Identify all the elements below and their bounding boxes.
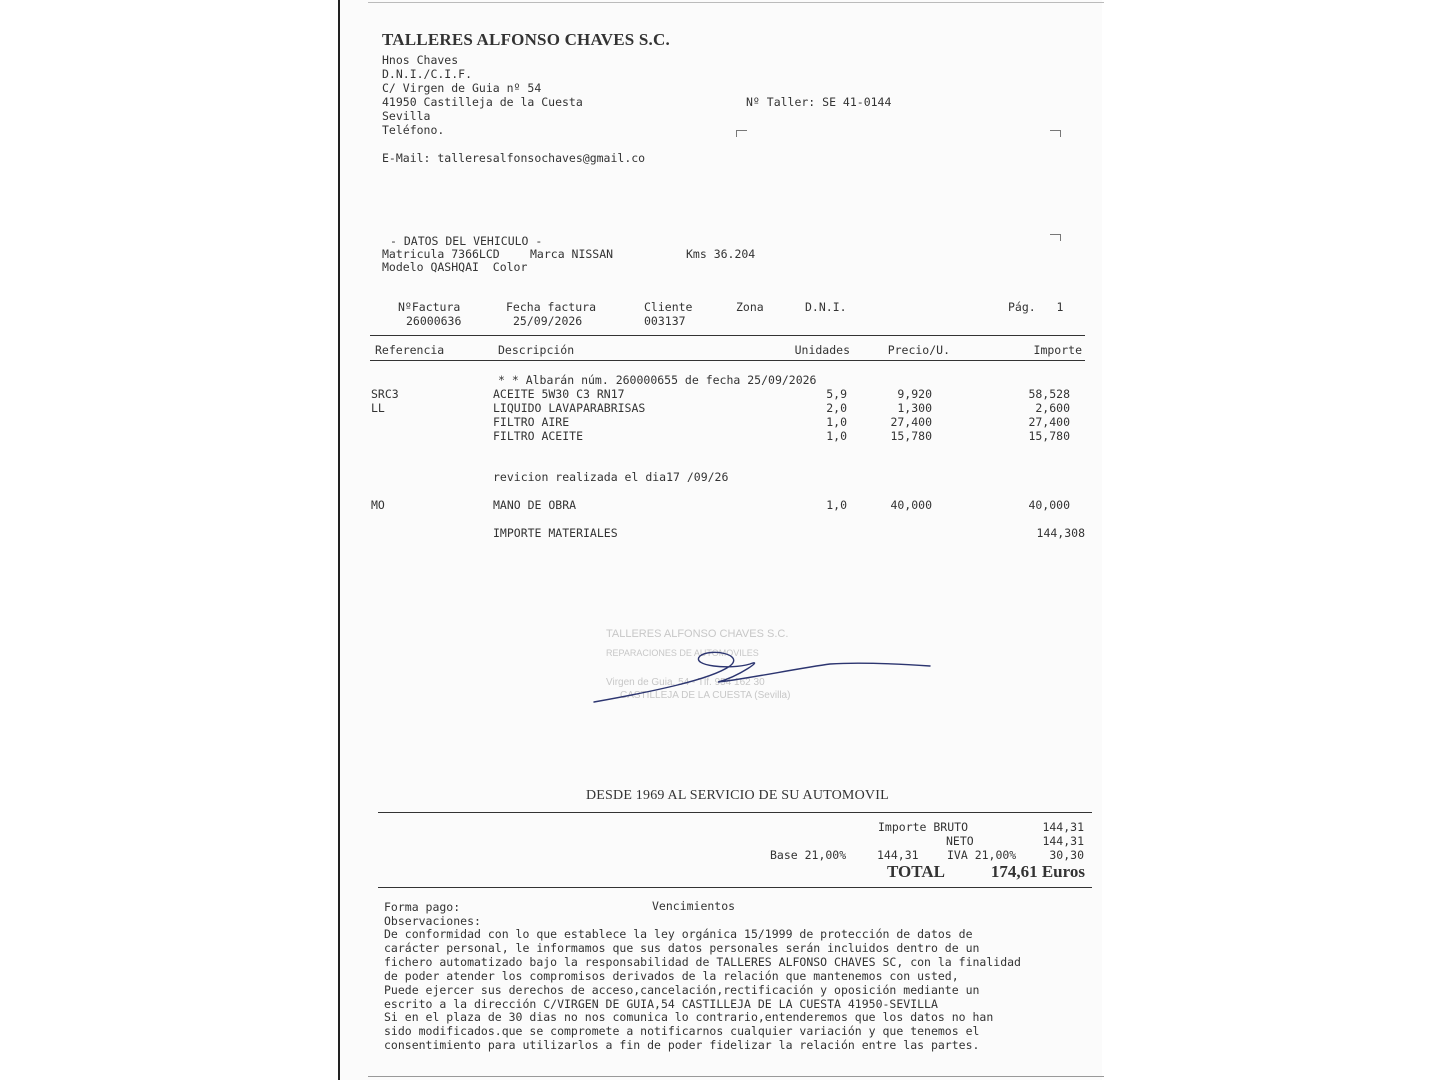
revision-note: revicion realizada el dia17 /09/26 [493,470,729,484]
albaran-reference: * * Albarán núm. 260000655 de fecha 25/09/2026 [498,373,817,387]
gross-label: Importe BRUTO [878,820,969,834]
line-desc: ACEITE 5W30 C3 RN17 [493,387,625,401]
address-window-corner-tr [1050,130,1061,137]
col-amount: Importe [1033,343,1082,357]
line-amount: 40,000 [1028,498,1070,512]
vehicle-brand: Marca NISSAN [530,247,614,261]
invoice-date: 25/09/2026 [513,314,583,328]
legal-line: consentimiento para utilizarlos a fin de poder fidelizar la relación entre las partes. [384,1038,980,1052]
label-invoice-number: NºFactura [398,300,461,314]
line-units: 1,0 [826,429,847,443]
line-ref: SRC3 [371,387,399,401]
company-address: C/ Virgen de Guia nº 54 [382,81,542,95]
net-label: NETO [946,834,974,848]
total-label: TOTAL [887,862,945,881]
label-zone: Zona [736,300,764,314]
vehicle-plate: Matricula 7366LCD [382,247,500,261]
legal-line: carácter personal, le informamos que sus datos personales serán incluidos dentro de un [384,941,980,955]
line-price: 15,780 [890,429,932,443]
line-ref: MO [371,498,385,512]
line-units: 1,0 [826,415,847,429]
col-reference: Referencia [375,343,445,357]
invoice-page [338,0,1102,1080]
col-description: Descripción [498,343,575,357]
workshop-number: Nº Taller: SE 41-0144 [746,95,892,109]
invoice-number: 26000636 [406,314,462,328]
address-window-corner-br [1050,234,1061,241]
due-dates-label: Vencimientos [652,899,736,913]
line-price: 40,000 [890,498,932,512]
line-units: 2,0 [826,401,847,415]
company-city: 41950 Castilleja de la Cuesta [382,95,583,109]
stamp-line1: TALLERES ALFONSO CHAVES S.C. [606,628,789,640]
vat-value: 30,30 [1049,848,1084,862]
totals-top-rule [378,812,1092,813]
line-units: 5,9 [826,387,847,401]
label-page: Pág. 1 [1008,300,1064,314]
table-header-rule [370,360,1085,361]
line-units: 1,0 [826,498,847,512]
stamp-line4: CASTILLEJA DE LA CUESTA (Sevilla) [620,690,791,701]
client-code: 003137 [644,314,686,328]
line-amount: 27,400 [1028,415,1070,429]
col-units: Unidades [794,343,850,357]
legal-line: fichero automatizado bajo la responsabilidad de TALLERES ALFONSO CHAVES SC, con la finalidad [384,955,1021,969]
line-desc: LIQUIDO LAVAPARABRISAS [493,401,646,415]
label-client: Cliente [644,300,693,314]
vehicle-kms: Kms 36.204 [686,247,756,261]
payment-method-label: Forma pago: [384,900,461,914]
tax-base-value: 144,31 [877,848,919,862]
materials-value: 144,308 [1036,526,1085,540]
label-dni: D.N.I. [805,300,847,314]
line-price: 27,400 [890,415,932,429]
legal-line: de poder atender los compromisos derivados de la relación que mantenemos con usted, [384,969,959,983]
table-top-rule [370,335,1085,336]
legal-line: escrito a la dirección C/VIRGEN DE GUIA,54 CASTILLEJA DE LA CUESTA 41950-SEVILLA [384,997,938,1011]
observations-label: Observaciones: [384,914,481,928]
address-window-corner-tl [736,130,747,137]
line-amount: 58,528 [1028,387,1070,401]
company-province: Sevilla [382,109,431,123]
col-price: Precio/U. [887,343,950,357]
line-desc: MANO DE OBRA [493,498,577,512]
line-amount: 15,780 [1028,429,1070,443]
vehicle-heading: - DATOS DEL VEHICULO - [390,234,543,248]
legal-line: Si en el plaza de 30 dias no nos comunica lo contrario,entenderemos que los datos no han [384,1010,994,1024]
company-email: E-Mail: talleresalfonsochaves@gmail.co [382,151,646,165]
totals-bottom-rule [378,887,1092,888]
stamp-line2: REPARACIONES DE AUTOMOVILES [606,648,759,658]
net-value: 144,31 [1042,834,1084,848]
line-ref: LL [371,401,385,415]
gross-value: 144,31 [1042,820,1084,834]
total-value: 174,61 Euros [990,862,1085,881]
tax-base-label: Base 21,00% [770,848,847,862]
line-price: 9,920 [897,387,932,401]
slogan: DESDE 1969 AL SERVICIO DE SU AUTOMOVIL [586,788,889,803]
company-name: TALLERES ALFONSO CHAVES S.C. [382,30,670,49]
vehicle-model: Modelo QASHQAI Color [382,260,528,274]
signature-mark [590,640,940,710]
line-desc: FILTRO AIRE [493,415,570,429]
line-desc: FILTRO ACEITE [493,429,584,443]
page-bottom-edge [368,1076,1104,1077]
line-amount: 2,600 [1035,401,1070,415]
materials-label: IMPORTE MATERIALES [493,526,618,540]
company-cif: D.N.I./C.I.F. [382,67,473,81]
legal-line: De conformidad con lo que establece la ley orgánica 15/1999 de protección de datos de [384,927,973,941]
legal-line: Puede ejercer sus derechos de acceso,cancelación,rectificación y oposición mediante un [384,983,980,997]
label-invoice-date: Fecha factura [506,300,597,314]
page-top-edge [368,2,1104,3]
legal-line: sido modificados.que se compromete a notificarnos cualquier variación y que tenemos el [384,1024,980,1038]
stamp-line3: Virgen de Guia, 54 - Tlf. 954 162 30 [606,677,765,688]
company-line1: Hnos Chaves [382,53,459,67]
company-phone: Teléfono. [382,123,445,137]
line-price: 1,300 [897,401,932,415]
vat-label: IVA 21,00% [947,848,1017,862]
